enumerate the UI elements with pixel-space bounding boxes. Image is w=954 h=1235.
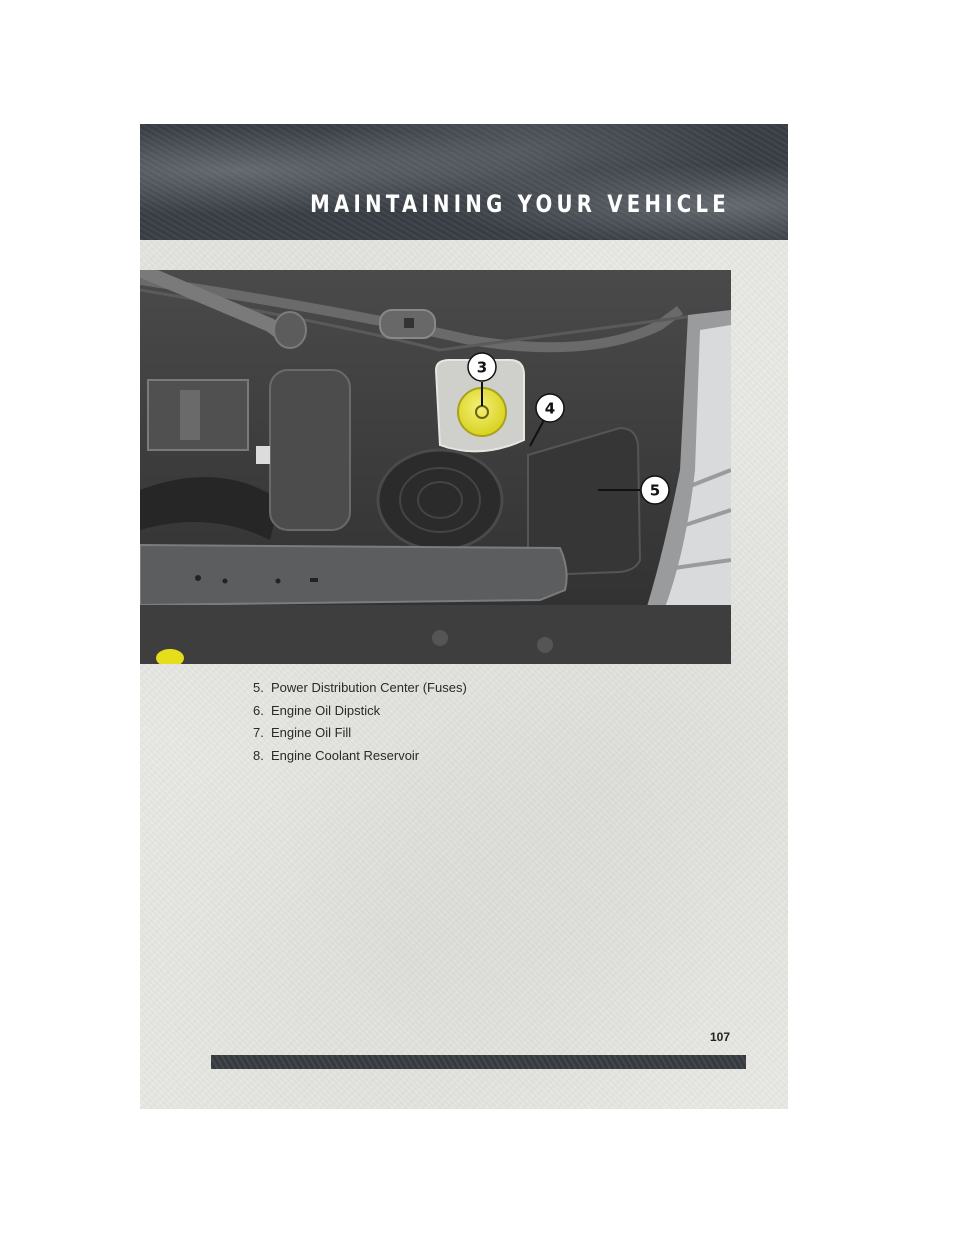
- list-item-label: Engine Oil Dipstick: [271, 702, 381, 718]
- section-header-band: [140, 124, 788, 240]
- svg-text:4: 4: [544, 399, 556, 418]
- list-item: [253, 745, 467, 768]
- svg-text:5: 5: [649, 481, 661, 500]
- engine-compartment-illustration: [140, 270, 731, 664]
- list-item-number: 8.: [253, 747, 264, 763]
- svg-text:3: 3: [476, 358, 488, 377]
- callout-5: [641, 476, 669, 504]
- list-item-number: 6.: [253, 702, 264, 718]
- engine-compartment-photo: [140, 270, 731, 664]
- page-number: 107: [710, 1030, 731, 1044]
- list-item: [253, 722, 467, 745]
- list-item-label: Power Distribution Center (Fuses): [271, 680, 467, 695]
- callout-3: [468, 353, 496, 381]
- manual-page: [140, 124, 788, 1109]
- legend-list: [253, 677, 467, 767]
- list-item-label: Engine Oil Fill: [271, 725, 352, 741]
- section-title: MAINTAINING YOUR VEHICLE: [310, 190, 730, 218]
- list-item-number: 5.: [253, 680, 264, 695]
- list-item-label: Engine Coolant Reservoir: [271, 747, 420, 763]
- list-item: [253, 700, 467, 723]
- callout-4: [536, 394, 564, 422]
- list-item-number: 7.: [253, 725, 264, 741]
- list-item: [253, 677, 467, 700]
- footer-band: [211, 1055, 746, 1069]
